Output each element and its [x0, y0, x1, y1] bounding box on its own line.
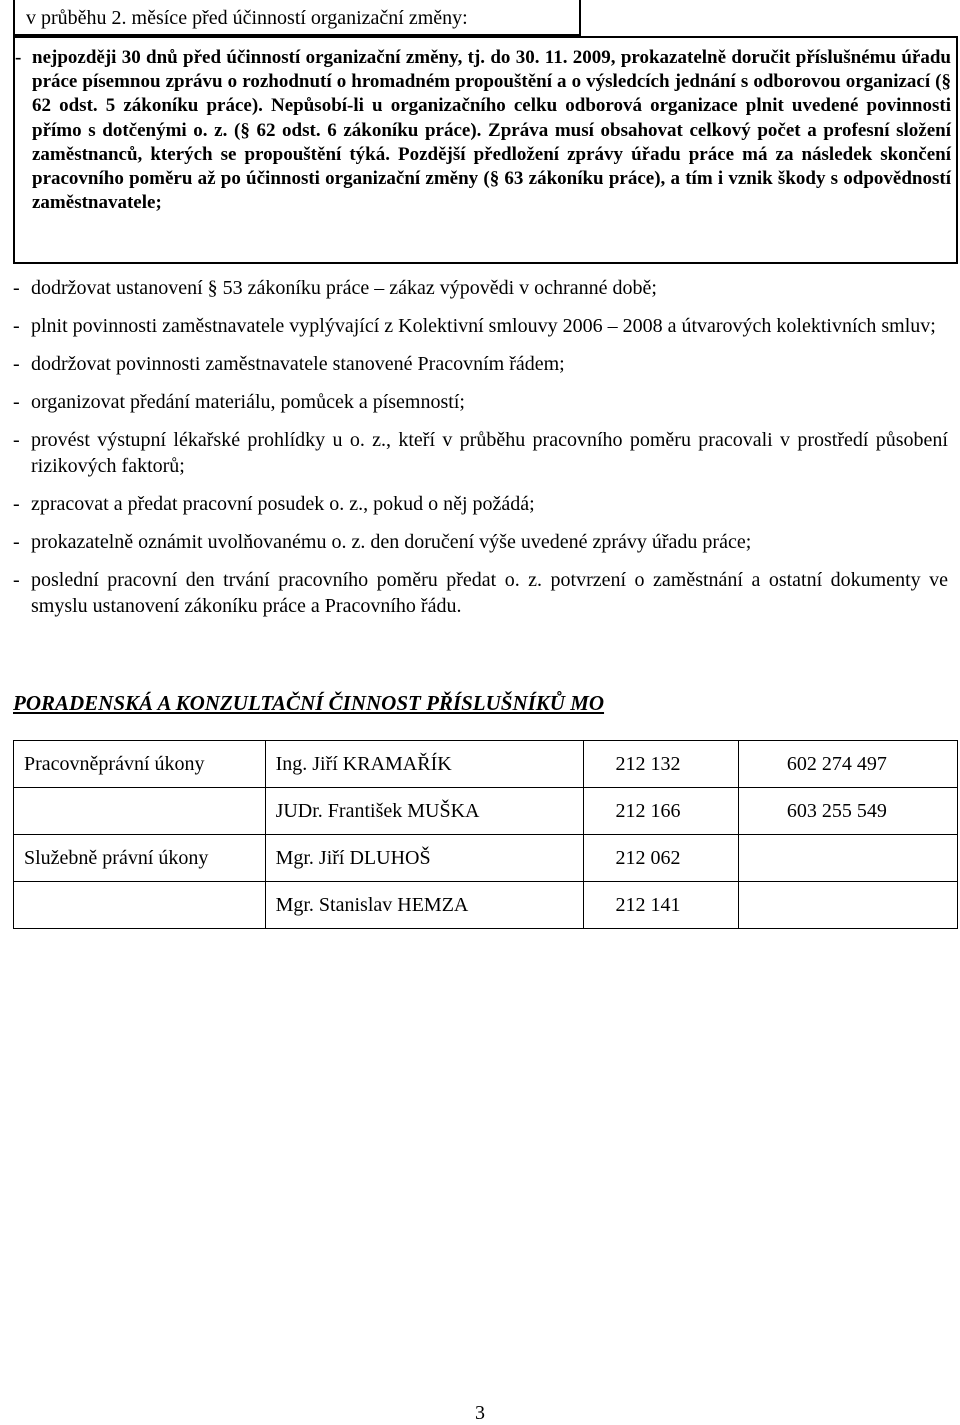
section-heading	[13, 0, 581, 36]
list-dash: -	[15, 47, 22, 68]
obligations-list	[13, 275, 948, 631]
category-cell	[14, 788, 266, 835]
list-dash: -	[13, 315, 20, 337]
list-dash: -	[13, 277, 20, 299]
highlighted-obligation-box	[13, 36, 958, 264]
list-item	[13, 351, 948, 377]
name-cell: Mgr. Jiří DLUHOŠ	[265, 835, 583, 882]
list-item-text: prokazatelně oznámit uvolňovanému o. z. den doručení výše uvedené zprávy úřadu práce;	[31, 531, 752, 553]
list-item	[13, 529, 948, 555]
list-item-text: dodržovat povinnosti zaměstnavatele stanovené Pracovním řádem;	[31, 353, 565, 375]
category-cell: Služebně právní úkony	[14, 835, 266, 882]
list-dash: -	[13, 569, 20, 591]
list-dash: -	[13, 391, 20, 413]
list-dash: -	[13, 531, 20, 553]
line-number-cell: 212 141	[583, 882, 738, 929]
name-cell: Ing. Jiří KRAMAŘÍK	[265, 741, 583, 788]
list-item-text: zpracovat a předat pracovní posudek o. z., pokud o něj požádá;	[31, 493, 535, 515]
mobile-number-cell: 602 274 497	[738, 741, 957, 788]
name-cell: JUDr. František MUŠKA	[265, 788, 583, 835]
page-number: 3	[475, 1402, 485, 1424]
list-item-text: provést výstupní lékařské prohlídky u o. z., kteří v průběhu pracovního poměru pracovali v prostředí působení rizikových faktorů;	[31, 429, 948, 477]
line-number-cell: 212 132	[583, 741, 738, 788]
list-item	[13, 567, 948, 619]
list-item-text: plnit povinnosti zaměstnavatele vyplývající z Kolektivní smlouvy 2006 – 2008 a útvarových kolektivních smluv;	[31, 315, 936, 337]
name-cell: Mgr. Stanislav HEMZA	[265, 882, 583, 929]
table-row	[14, 882, 958, 929]
list-item	[13, 389, 948, 415]
list-dash: -	[13, 429, 20, 451]
table-row	[14, 741, 958, 788]
line-number-cell: 212 062	[583, 835, 738, 882]
table-row	[14, 835, 958, 882]
line-number-cell: 212 166	[583, 788, 738, 835]
list-item	[13, 491, 948, 517]
list-dash: -	[13, 353, 20, 375]
highlighted-obligation-text: nejpozději 30 dnů před účinností organizační změny, tj. do 30. 11. 2009, prokazatelně doručit příslušnému úřadu práce písemnou zprávu o rozhodnutí o hromadném propouštění a o výsledcích jednání s odborovou organizací (§ 62 odst. 5 zákoníku práce). Nepůsobí-li u organizačního celku odborová organizace plnit uvedené povinnosti přímo s dotčenými o. z. (§ 62 odst. 6 zákoníku práce). Zpráva musí obsahovat celkový počet a profesní složení zaměstnanců, kterých se propouštění týká. Pozdější předložení zprávy úřadu práce má za následek skončení pracovního poměru až po účinnosti organizační změny (§ 63 zákoníku práce), a tím i vznik škody s odpovědností zaměstnavatele;	[32, 47, 951, 214]
section-heading-text: v průběhu 2. měsíce před účinností organizační změny:	[26, 7, 468, 29]
list-item-text: poslední pracovní den trvání pracovního poměru předat o. z. potvrzení o zaměstnání a ostatní dokumenty ve smyslu ustanovení zákoníku práce a Pracovního řádu.	[31, 569, 948, 617]
mobile-number-cell: 603 255 549	[738, 788, 957, 835]
mobile-number-cell	[738, 882, 957, 929]
list-item	[13, 275, 948, 301]
list-item-text: dodržovat ustanovení § 53 zákoníku práce – zákaz výpovědi v ochranné době;	[31, 277, 657, 299]
table-row	[14, 788, 958, 835]
section-title: PORADENSKÁ A KONZULTAČNÍ ČINNOST PŘÍSLUŠNÍKŮ MO	[13, 691, 605, 715]
list-item-text: organizovat předání materiálu, pomůcek a písemností;	[31, 391, 465, 413]
list-item	[13, 427, 948, 479]
category-cell	[14, 882, 266, 929]
list-dash: -	[13, 493, 20, 515]
contacts-table	[13, 740, 958, 929]
list-item	[13, 313, 948, 339]
category-cell: Pracovněprávní úkony	[14, 741, 266, 788]
mobile-number-cell	[738, 835, 957, 882]
